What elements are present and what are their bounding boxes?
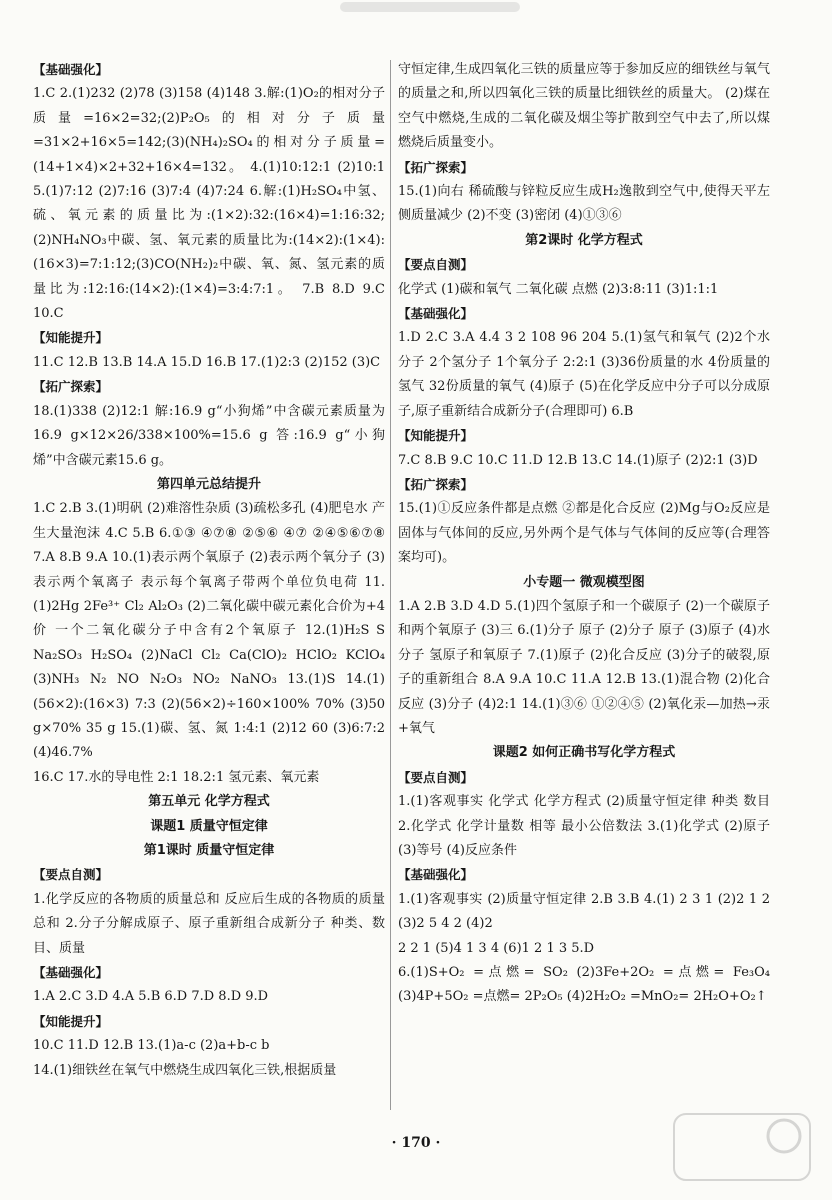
section-heading: 第四单元总结提升 [156,476,261,492]
answer-text: 14.(1)细铁丝在氧气中燃烧生成四氧化三铁,根据质量 [33,1062,337,1078]
section-label: 【知能提升】 [33,330,109,346]
section-label: 【知能提升】 [33,1013,109,1029]
answer-text: 1.C 2.(1)232 (2)78 (3)158 (4)148 3.解:(1)O₂的相对分子质量=16×2=32;(2)P₂O₅的相对分子质量=31×2+16×5=142;(3)(NH₄)₂SO₄的相对分子质量=(14+1×4)×2+32+16×4=132。 4.(1)10:12:1 (2)10:1 5.(1)7:12 (2)7:16 (3)7:4 (4)7:24 6.解:(1)H₂SO₄中氢、硫、氧元素的质量比为:(1×2):32:(16×4)=1:16:32;(2)NH₄NO₃中碳、氢、氧元素的质量比为:(14×2):(1×4):(16×3)=7:1:12;(3)CO(NH₂)₂中碳、氧、氮、氢元素的质量比为:12:16:(14×2):(1×4)=3:4:7:1。 7.B 8.D 9.C 10.C [33,86,385,322]
section-label: 【基础强化】 [33,62,109,77]
section-heading: 第2课时 化学方程式 [525,232,643,248]
answer-text: 1.A 2.C 3.D 4.A 5.B 6.D 7.D 8.D 9.D [33,989,269,1005]
answer-text: 18.(1)338 (2)12:1 解:16.9 g“小狗烯”中含碳元素质量为16.9 g×12×26/338×100%=15.6 g 答:16.9 g“小狗烯”中含碳元素15.6 g。 [33,403,385,468]
section-heading: 小专题一 微观模型图 [523,574,645,590]
section-label: 【基础强化】 [33,965,109,981]
answer-text: 11.C 12.B 13.B 14.A 15.D 16.B 17.(1)2:3 (2)152 (3)C [33,354,381,370]
scan-smudge [330,0,530,20]
answer-text: 1.D 2.C 3.A 4.4 3 2 108 96 204 5.(1)氢气和氧气 (2)2个水分子 2个氢分子 1个氧分子 2:2:1 (3)36份质量的水 4份质量的氢气 32份质量的氧气 (4)原子 (5)在化学反应中分子可以分成原子,原子重新结合成新分子(合理即可) 6.B [398,330,770,419]
answer-text: 15.(1)向右 稀硫酸与锌粒反应生成H₂逸散到空气中,使得天平左侧质量减少 (2)不变 (3)密闭 (4)①③⑥ [398,184,770,224]
right-column [398,58,770,1010]
section-heading: 课题2 如何正确书写化学方程式 [492,745,676,761]
answer-text: 7.C 8.B 9.C 10.C 11.D 12.B 13.C 14.(1)原子 (2)2:1 (3)D [398,452,758,468]
section-label: 【要点自测】 [398,257,474,273]
answer-text: 15.(1)①反应条件都是点燃 ②都是化合反应 (2)Mg与O₂反应是固体与气体间的反应,另外两个是气体与气体间的反应等(合理答案均可)。 [398,501,770,566]
answer-text: 守恒定律,生成四氧化三铁的质量应等于参加反应的细铁丝与氧气的质量之和,所以四氧化三铁的质量比细铁丝的质量大。 (2)煤在空气中燃烧,生成的二氧化碳及烟尘等扩散到空气中去了,所以煤燃烧后质量变小。 [398,62,770,151]
answer-text: 16.C 17.水的导电性 2:1 18.2:1 氢元素、氧元素 [33,769,320,785]
answer-text: 2 2 1 (5)4 1 3 4 (6)1 2 1 3 5.D [398,940,595,956]
answer-text: 1.(1)客观事实 (2)质量守恒定律 2.B 3.B 4.(1) 2 3 1 (2)2 1 2 (3)2 5 4 2 (4)2 [398,891,770,932]
section-label: 【拓广探索】 [33,379,109,395]
answer-text: 1.C 2.B 3.(1)明矾 (2)难溶性杂质 (3)疏松多孔 (4)肥皂水 产生大量泡沫 4.C 5.B 6.①③ ④⑦⑧ ②⑤⑥ ④⑦ ②④⑤⑥⑦⑧ 7.A 8.B 9.A 10.(1)表示两个氧原子 (2)表示两个氧分子 (3)表示两个氧离子 表示每个氧离子带两个单位负电荷 11.(1)2Hg 2Fe³⁺ Cl₂ Al₂O₃ (2)二氧化碳中碳元素化合价为+4价 一个二氧化碳分子中含有2个氧原子 12.(1)H₂S S Na₂SO₃ H₂SO₄ (2)NaCl Cl₂ Ca(ClO)₂ HClO₂ KClO₄ (3)NH₃ N₂ NO N₂O₃ NO₂ NaNO₃ 13.(1)S 14.(1)(56×2):(16×3) 7:3 (2)(56×2)÷160×100% 70% (3)50 g×70% 35 g 15.(1)碳、氢、氮 1:4:1 (2)12 60 (3)6:7:2 (4)46.7% [33,501,385,761]
watermark-logo [672,1112,812,1182]
left-column [33,58,385,1083]
section-label: 【知能提升】 [398,428,474,444]
section-heading: 第1课时 质量守恒定律 [143,843,275,858]
answer-text: 化学式 (1)碳和氧气 二氧化碳 点燃 (2)3:8:11 (3)1:1:1 [398,281,719,297]
page-number: · 170 · [391,1135,441,1151]
section-label: 【拓广探索】 [398,159,474,175]
section-label: 【拓广探索】 [398,476,474,492]
answer-text: 1.(1)客观事实 化学式 化学方程式 (2)质量守恒定律 种类 数目 2.化学式 化学计量数 相等 最小公倍数法 3.(1)化学式 (2)原子 (3)等号 (4)反应条件 [398,794,770,858]
section-label: 【基础强化】 [398,306,474,322]
section-label: 【基础强化】 [398,867,474,883]
section-label: 【要点自测】 [398,769,474,785]
answer-text: 1.A 2.B 3.D 4.D 5.(1)四个氢原子和一个碳原子 (2)一个碳原子和两个氧原子 (3)三 6.(1)分子 原子 (2)分子 原子 (3)原子 (4)水分子 氢原子和氧原子 7.(1)原子 (2)化合反应 (3)分子的破裂,原子的重新组合 8.A 9.A 10.C 11.A 12.B 13.(1)混合物 (2)化合反应 (3)分子 (4)2:1 14.(1)③⑥ ①②④⑤ (2)氧化汞—加热→汞+氧气 [398,598,770,736]
section-heading: 课题1 质量守恒定律 [150,818,268,834]
column-divider [390,60,391,1110]
answer-text: 1.化学反应的各物质的质量总和 反应后生成的各物质的质量总和 2.分子分解成原子、原子重新组合成新分子 种类、数目、质量 [33,891,385,956]
section-heading: 第五单元 化学方程式 [148,794,270,810]
answer-text: 6.(1)S+O₂ =点燃= SO₂ (2)3Fe+2O₂ =点燃= Fe₃O₄ (3)4P+5O₂ =点燃= 2P₂O₅ (4)2H₂O₂ =MnO₂= 2H₂O+O₂↑ [398,965,770,1005]
section-label: 【要点自测】 [33,867,109,883]
answer-text: 10.C 11.D 12.B 13.(1)a-c (2)a+b-c b [33,1038,270,1054]
